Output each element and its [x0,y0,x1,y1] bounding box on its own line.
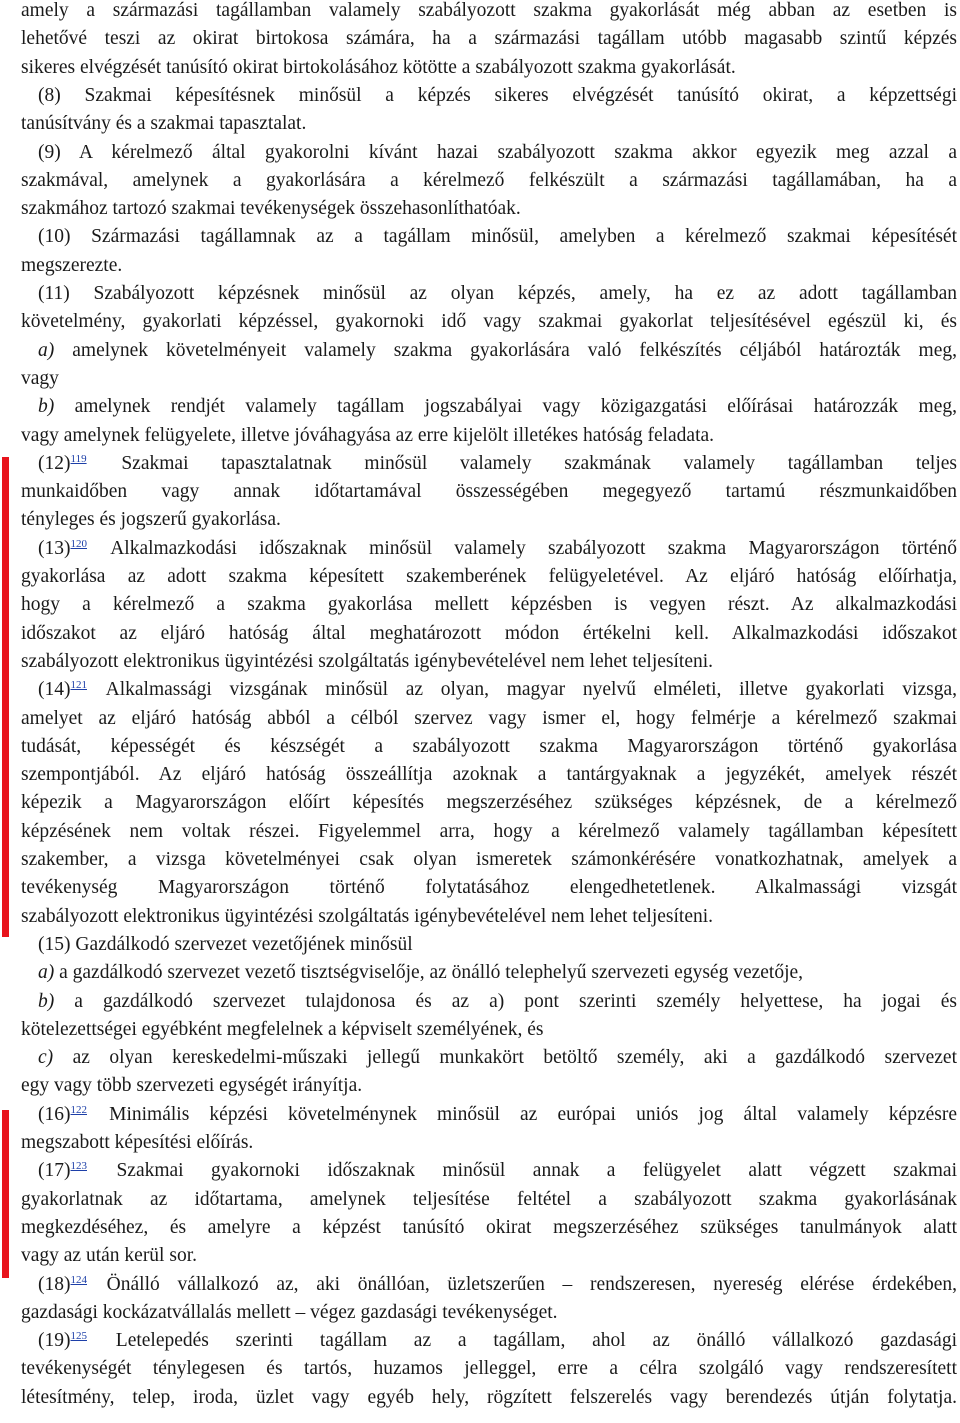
line-text: szabályozott elektronikus ügyintézési szolgáltatás igénybevételével nem lehet teljesíteni. [21,905,714,927]
footnote-link[interactable]: 123 [70,1160,87,1173]
text-line [21,510,957,530]
line-text: szakmával, amelynek a gyakorlására a kérelmező felkészült a származási tagállamában, ha a [21,169,957,191]
amendment-marker [2,1110,9,1278]
footnote-link[interactable]: 124 [70,1273,87,1286]
paragraph-number: (12) [38,452,71,474]
text-line [21,284,957,304]
text-line [21,256,957,276]
line-text: az olyan kereskedelmi-műszaki jellegű munkakört betöltő személy, aki a gazdálkodó szervezet [53,1047,957,1069]
line-text: amelyet az eljáró hatóság abból a célból szervez vagy ismer el, hogy felmérje a kérelmező szakmai [21,707,957,729]
line-text: megkezdéséhez, és amelyre a képzést tanúsító okirat megszerzéséhez szükséges tanulmányok alatt [21,1216,957,1238]
text-line [21,822,957,842]
paragraph-number: (19) [38,1330,71,1352]
text-line [21,58,957,78]
footnote-link[interactable]: 122 [70,1103,87,1116]
text-line [21,567,957,587]
footnote-link[interactable]: 120 [70,537,87,550]
line-text: vagy amelynek felügyelete, illetve jóváhagyása az erre kijelölt illetékes hatóság feladata. [21,424,715,446]
enum-label: a) [38,339,55,361]
text-line [21,709,957,729]
paragraph-number: (17) [38,1160,71,1182]
line-text: tevékenységét ténylegesen és tartós, huzamos jelleggel, erre a célra szolgáló vagy rendszeresített [21,1358,957,1380]
footnote-link[interactable]: 125 [70,1330,87,1343]
text-line [21,227,957,247]
enum-label: b) [38,396,55,418]
text-line [21,793,957,813]
text-line [21,624,957,644]
text-line [21,595,957,615]
line-text: szakember, a vizsga követelményei csak olyan ismeretek számonkérésére vonatkozhatnak, amelyek a [21,849,957,870]
line-text: követelmény, gyakorlati képzéssel, gyakornoki idő vagy szakmai gyakorlat teljesítésével egészül ki, és [21,311,957,333]
line-text: amely a származási tagállamban valamely szabályozott szakma gyakorlását még abban az esetben is [21,0,957,21]
text-line [21,1020,957,1040]
line-text: Alkalmassági vizsgának minősül az olyan, magyar nyelvű elméleti, illetve gyakorlati vizsga, [89,679,957,701]
text-line [21,454,957,476]
line-text: kötelezettségei egyébként megfelelnek a képviselt személyének, és [21,1018,544,1040]
line-text: lehetővé teszi az okirat birtokosa számára, ha a származási tagállam utóbb magasabb szintű képzés [21,28,957,50]
text-line [21,539,957,561]
line-text: tudását, képességét és készségét a szabályozott szakma Magyarországon történő gyakorlása [21,735,957,757]
line-text: gazdasági kockázatvállalás mellett – végez gazdasági tevékenységet. [21,1301,558,1323]
line-text: tevékenység Magyarországon történő folytatásához elengedhetetlenek. Alkalmassági vizsgát [21,877,957,899]
line-text: Letelepedés szerinti tagállam az a tagállam, ahol az önálló vállalkozó gazdasági [89,1330,957,1352]
line-text: megszerezte. [21,254,123,276]
line-text: a gazdálkodó szervezet tulajdonosa és az a) pont szerinti személy helyettese, ha jogai és [54,990,957,1012]
line-text: tényleges és jogszerű gyakorlása. [21,509,281,531]
enum-label: a) [38,962,55,984]
line-text: időszakot az eljáró hatóság által meghatározott módon értékelni kell. Alkalmazkodási időszakot [21,622,957,644]
line-text: vagy az után kerül sor. [21,1245,197,1267]
line-text: amelynek rendjét valamely tagállam jogszabályai vagy közigazgatási előírásai határozzák meg, [54,396,957,418]
text-line [21,1246,957,1266]
line-text: (15) Gazdálkodó szervezet vezetőjének minősül [38,933,413,955]
text-line [21,29,957,49]
line-text: (10) Származási tagállamnak az a tagállam minősül, amelyben a kérelmező szakmai képesítését [38,226,957,248]
line-text: sikeres elvégzését tanúsító okirat birtokolásához kötötte a szabályozott szakma gyakorlását. [21,56,736,78]
text-line [21,397,957,417]
paragraph-number: (13) [38,537,71,559]
line-text: Minimális képzési követelménynek minősül az európai uniós jog által valamely képzésre [89,1103,957,1125]
line-text: megszabott képesítési előírás. [21,1132,254,1153]
line-text: Szakmai tapasztalatnak minősül valamely szakmának valamely tagállamban teljes [88,452,957,474]
text-line [21,1388,957,1408]
paragraph-number: (16) [38,1103,71,1125]
text-line [21,963,957,983]
line-text: szempontjából. Az eljáró hatóság összeállítja azoknak a tantárgyaknak a jegyzékét, amelyek részét [21,764,957,786]
line-text: tanúsítvány és a szakmai tapasztalat. [21,113,307,135]
line-text: egy vagy több szervezeti egységét irányítja. [21,1075,363,1097]
line-text: amelynek követelményeit valamely szakma gyakorlására való felkészítés céljából határozták meg, [54,339,957,361]
text-line [21,86,957,106]
line-text: Önálló vállalkozó az, aki önállóan, üzletszerűen – rendszeresen, nyereség elérése érdekében, [89,1273,957,1295]
amendment-marker [2,457,9,937]
text-line [21,850,957,870]
line-text: a gazdálkodó szervezet vezető tisztségviselője, az önálló telephelyű szervezeti egység vezetője, [54,962,804,984]
text-line [21,878,957,898]
text-line [21,199,957,219]
line-text: szakmához tartozó szakmai tevékenységek összehasonlíthatóak. [21,198,521,220]
paragraph-number: (18) [38,1273,71,1295]
text-line [21,907,957,927]
enum-label: b) [38,990,55,1012]
text-line [21,341,957,361]
line-text: szabályozott elektronikus ügyintézési szolgáltatás igénybevételével nem lehet teljesíteni. [21,650,714,672]
footnote-link[interactable]: 121 [70,679,87,692]
text-line [21,369,957,389]
text-line [21,1105,957,1127]
text-line [21,1,957,21]
text-line [21,1048,957,1068]
text-line [21,1076,957,1096]
text-line [21,1161,957,1183]
text-line [21,482,957,502]
text-line [21,1359,957,1379]
line-text: hogy a kérelmező a szakma gyakorlása mellett képzésben is vegyen részt. Az alkalmazkodási [21,594,957,616]
line-text: Szakmai gyakornoki időszaknak minősül annak a felügyelet alatt végzett szakmai [89,1160,957,1182]
text-line [21,737,957,757]
text-line [21,1275,957,1297]
line-text: vagy [21,367,59,389]
text-line [21,114,957,134]
text-line [21,1331,957,1353]
text-line [21,1218,957,1238]
line-text: munkaidőben vagy annak időtartamával összességében megegyező tartamú részmunkaidőben [21,481,957,503]
text-line [21,935,957,955]
line-text: Alkalmazkodási időszaknak minősül valamely szabályozott szakma Magyarországon történő [89,537,957,559]
text-line [21,312,957,332]
text-line [21,992,957,1012]
line-text: képezik a Magyarországon előírt képesítés megszerzéséhez szükséges képzésnek, de a kérelmező [21,792,957,814]
line-text: (8) Szakmai képesítésnek minősül a képzés sikeres elvégzését tanúsító okirat, a képzettségi [38,84,957,106]
text-line [21,171,957,191]
footnote-link[interactable]: 119 [70,452,87,465]
enum-label: c) [38,1047,54,1069]
line-text: létesítmény, telep, iroda, üzlet vagy egyéb hely, rögzített felszerelés vagy berendezés útján folytatja. [21,1386,957,1408]
text-line [21,1133,957,1153]
text-line [21,1190,957,1210]
line-text: gyakorlása az adott szakma képesített szakemberének felügyeletével. Az eljáró hatóság előírhatja, [21,566,957,587]
text-line [21,1303,957,1323]
line-text: gyakorlatnak az időtartama, amelynek teljesítése feltétel a szabályozott szakma gyakorlásának [21,1188,957,1210]
line-text: (9) A kérelmező által gyakorolni kívánt hazai szabályozott szakma akkor egyezik meg azzal a [38,141,957,163]
line-text: képzésének nem voltak részei. Figyelemmel arra, hogy a kérelmező valamely tagállamban képesített [21,820,957,842]
text-line [21,426,957,446]
text-line [21,652,957,672]
paragraph-number: (14) [38,679,71,701]
text-line [21,680,957,702]
line-text: (11) Szabályozott képzésnek minősül az olyan képzés, amely, ha ez az adott tagállamban [38,283,957,304]
text-line [21,765,957,785]
text-line [21,143,957,163]
